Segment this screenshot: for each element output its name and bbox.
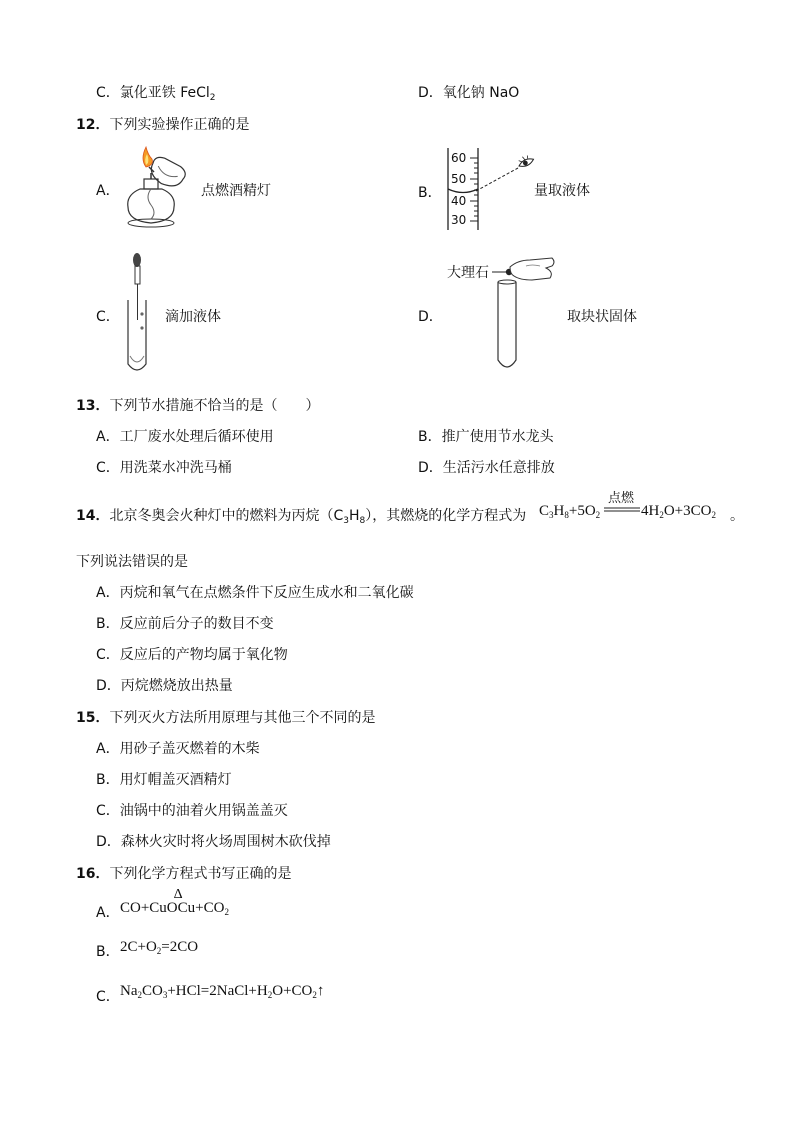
q16-option-a-letter: A．	[96, 905, 120, 921]
q14-option-a: A．丙烷和氧气在点燃条件下反应生成水和二氧化碳	[96, 585, 414, 601]
q12-option-c-letter: C．	[96, 309, 120, 325]
q14-equation: $C_3H_8+5O_2$	[539, 503, 601, 520]
q14-equation-products: $4H_2O+3CO_2$	[641, 503, 716, 520]
q12-option-a-text: 点燃酒精灯	[201, 183, 271, 199]
q14-end-mark: 。	[730, 508, 744, 524]
q16-stem: 16．下列化学方程式书写正确的是	[76, 866, 292, 882]
q14-stem: 14．北京冬奥会火种灯中的燃料为丙烷$(C_3H_8)$，其燃烧的化学方程式为	[76, 508, 527, 526]
q12-stem: 12．下列实验操作正确的是	[76, 117, 250, 133]
cylinder-tick-60: 60	[451, 151, 467, 165]
q13-stem: 13．下列节水措施不恰当的是（ ）	[76, 398, 320, 414]
cylinder-tick-50: 50	[451, 172, 467, 186]
q12-option-b-text: 量取液体	[534, 183, 590, 199]
q12-option-a-letter: A．	[96, 183, 120, 199]
q12-option-c-text: 滴加液体	[165, 309, 221, 325]
q15-stem: 15．下列灭火方法所用原理与其他三个不同的是	[76, 710, 376, 726]
q14-option-c: C．反应后的产物均属于氧化物	[96, 647, 288, 663]
marble-label: 大理石	[447, 265, 489, 281]
q15-option-b: B．用灯帽盖灭酒精灯	[96, 772, 232, 788]
q11-option-d: D．氧化钠 NaO	[418, 85, 520, 101]
q15-option-d: D．森林火灾时将火场周围树木砍伐掉	[96, 834, 331, 850]
q12-option-b-letter: B．	[418, 185, 442, 201]
q16-option-c-letter: C．	[96, 989, 120, 1005]
q13-option-b: B．推广使用节水龙头	[418, 429, 554, 445]
q16-option-c-equation: $Na_2CO_3+HCl=2NaCl+H_2O+CO_2↑$	[120, 983, 325, 1000]
q12-option-d-text: 取块状固体	[567, 309, 637, 325]
q13-option-a: A．工厂废水处理后循环使用	[96, 429, 274, 445]
q16-option-b-letter: B．	[96, 944, 120, 960]
q15-option-a: A．用砂子盖灭燃着的木柴	[96, 741, 260, 757]
q13-option-c: C．用洗菜水冲洗马桶	[96, 460, 232, 476]
q14-option-d: D．丙烷燃烧放出热量	[96, 678, 233, 694]
q11-option-c: C．氯化亚铁 FeCl$_2$	[96, 85, 216, 103]
q12-option-d-letter: D．	[418, 309, 443, 325]
q14-condition: 点燃	[608, 491, 635, 506]
q16-option-a-equation: CO+CuO Δ $Cu+CO_2$	[120, 887, 229, 917]
q13-option-d: D．生活污水任意排放	[418, 460, 555, 476]
q14-sub-stem: 下列说法错误的是	[76, 554, 188, 570]
q15-option-c: C．油锅中的油着火用锅盖盖灭	[96, 803, 288, 819]
alcohol-lamp-lighting-figure	[118, 145, 200, 235]
q14-double-line-sign	[604, 507, 640, 513]
cylinder-tick-40: 40	[451, 194, 467, 208]
dropper-test-tube-figure	[124, 252, 154, 374]
cylinder-tick-30: 30	[451, 213, 467, 227]
q16-option-b-equation: $2C+O_2=2CO$	[120, 939, 199, 956]
marble-test-tube-figure	[492, 252, 558, 374]
q14-option-b: B．反应前后分子的数目不变	[96, 616, 274, 632]
